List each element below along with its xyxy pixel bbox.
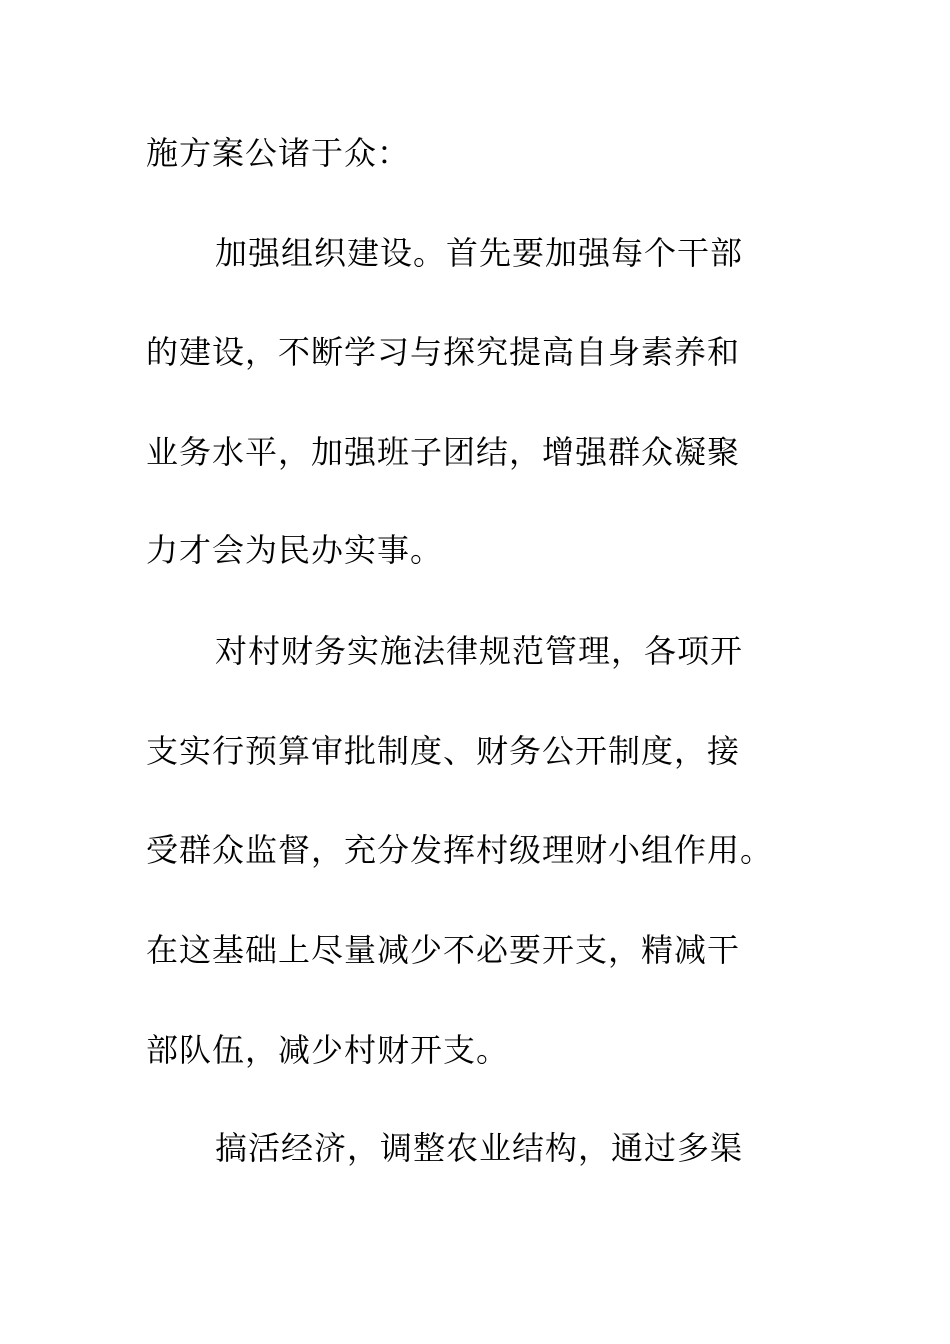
paragraph-finance-line-5: 部队伍，减少村财开支。 — [146, 1031, 510, 1069]
paragraph-finance-line-2: 支实行预算审批制度、财务公开制度，接 — [146, 732, 741, 770]
paragraph-org-building-line-2: 的建设，不断学习与探究提高自身素养和 — [146, 333, 741, 371]
paragraph-org-building-line-3: 业务水平，加强班子团结，增强群众凝聚 — [146, 433, 741, 471]
paragraph-finance-line-4: 在这基础上尽量减少不必要开支，精减干 — [146, 931, 741, 969]
paragraph-org-building-line-4: 力才会为民办实事。 — [146, 531, 444, 569]
paragraph-finance-line-1: 对村财务实施法律规范管理，各项开 — [215, 632, 744, 670]
paragraph-finance-line-3: 受群众监督，充分发挥村级理财小组作用。 — [146, 831, 774, 869]
text-line-1: 施方案公诸于众： — [146, 134, 411, 172]
paragraph-economy-line-1: 搞活经济，调整农业结构，通过多渠 — [215, 1129, 744, 1167]
paragraph-org-building-line-1: 加强组织建设。首先要加强每个干部 — [215, 234, 744, 272]
